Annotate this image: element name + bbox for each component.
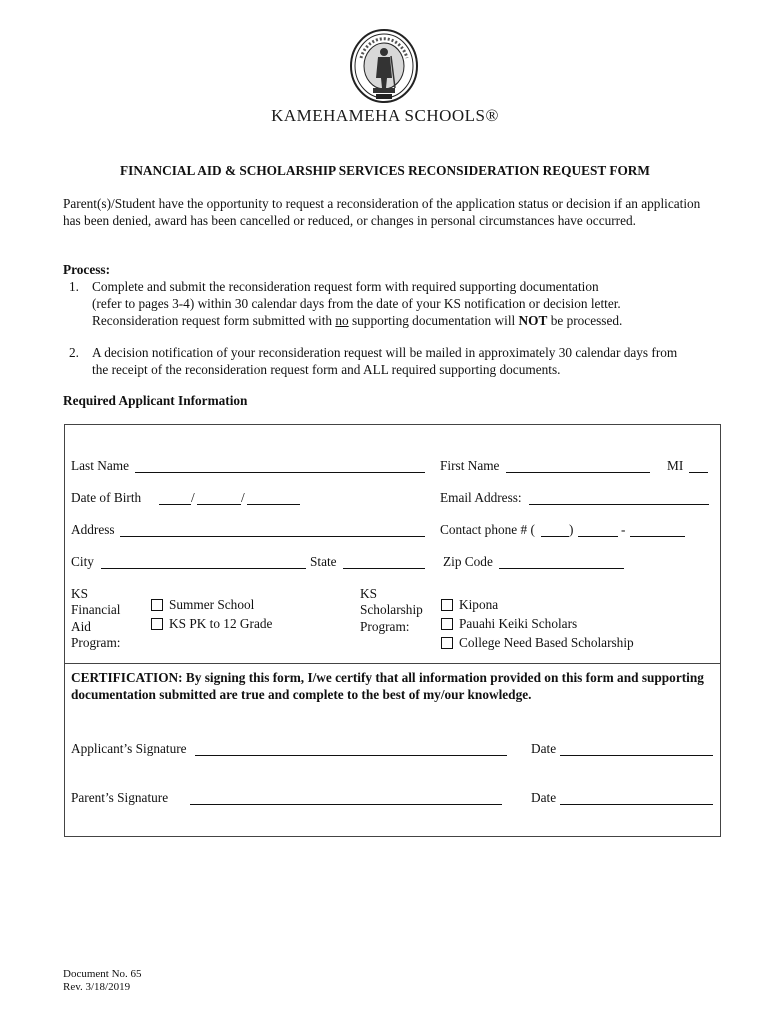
applicant-info-box: [64, 424, 721, 837]
zip-label: Zip Code: [443, 554, 493, 569]
college-need-based-checkbox[interactable]: [441, 637, 453, 649]
college-need-based-label: College Need Based Scholarship: [459, 635, 634, 650]
form-title: FINANCIAL AID & SCHOLARSHIP SERVICES RECONSIDERATION REQUEST FORM: [120, 163, 650, 178]
address-field[interactable]: [120, 536, 425, 537]
phone-dash: -: [621, 522, 626, 537]
step-1-line-3: [92, 312, 723, 329]
step-1-text-b: supporting documentation will: [348, 313, 519, 328]
applicant-signature-label: Applicant’s Signature: [71, 741, 187, 756]
document-footer: [63, 968, 142, 994]
applicant-signature-field[interactable]: [195, 755, 507, 756]
pk-12-checkbox[interactable]: [151, 618, 163, 630]
certification-text: CERTIFICATION: By signing this form, I/we certify that all information provided on this form and supporting documentation submitted are true and complete to the best of my/our knowledge.: [71, 670, 704, 702]
financial-aid-label: Financial: [71, 602, 121, 617]
last-name-field[interactable]: [135, 472, 425, 473]
step-number: 2.: [69, 345, 79, 360]
parent-signature-label: Parent’s Signature: [71, 790, 169, 805]
email-field[interactable]: [529, 504, 709, 505]
phone-paren: ): [569, 522, 574, 537]
financial-aid-label: Aid: [71, 619, 91, 634]
dob-separator: /: [191, 490, 195, 505]
section-divider: [65, 663, 720, 664]
summer-school-label: Summer School: [169, 597, 255, 612]
first-name-field[interactable]: [506, 472, 650, 473]
pauahi-keiki-checkbox[interactable]: [441, 618, 453, 630]
parent-date-label: Date: [531, 790, 557, 805]
scholarship-label: Program:: [360, 619, 410, 634]
summer-school-checkbox[interactable]: [151, 599, 163, 611]
parent-signature-field[interactable]: [190, 804, 502, 805]
scholarship-label: KS: [360, 586, 377, 601]
phone-label: Contact phone # (: [440, 522, 535, 537]
document-number: Document No. 65: [63, 968, 142, 980]
state-field[interactable]: [343, 568, 425, 569]
pauahi-keiki-label: Pauahi Keiki Scholars: [459, 616, 578, 631]
intro-paragraph: Parent(s)/Student have the opportunity to request a reconsideration of the application status or decision if an application has been denied, award has been cancelled or reduced, or changes in personal circumstances have occurred.: [63, 196, 701, 228]
process-heading: Process:: [63, 262, 111, 277]
kipona-checkbox[interactable]: [441, 599, 453, 611]
scholarship-label: Scholarship: [360, 602, 423, 617]
zip-field[interactable]: [499, 568, 624, 569]
city-field[interactable]: [101, 568, 306, 569]
address-label: Address: [71, 522, 115, 537]
last-name-label: Last Name: [71, 458, 129, 473]
dob-year-field[interactable]: [247, 504, 300, 505]
dob-day-field[interactable]: [197, 504, 241, 505]
step-1-text-a: Reconsideration request form submitted with: [92, 313, 336, 328]
pk-12-label: KS PK to 12 Grade: [169, 616, 273, 631]
process-step-1: [63, 278, 723, 329]
step-2-line-1: A decision notification of your reconsideration request will be mailed in approximately 30 calendar days from: [92, 345, 678, 360]
applicant-date-label: Date: [531, 741, 557, 756]
org-name: KAMEHAMEHA SCHOOLS®: [271, 106, 499, 125]
dob-month-field[interactable]: [159, 504, 191, 505]
step-1-line-1: Complete and submit the reconsideration request form with required supporting documentation: [92, 279, 599, 294]
city-label: City: [71, 554, 94, 569]
financial-aid-label: Program:: [71, 635, 121, 650]
state-label: State: [310, 554, 337, 569]
step-1-text-c: be processed.: [547, 313, 623, 328]
email-label: Email Address:: [440, 490, 522, 505]
dob-label: Date of Birth: [71, 490, 142, 505]
mi-label: MI: [667, 458, 684, 473]
mi-field[interactable]: [689, 472, 708, 473]
financial-aid-label: KS: [71, 586, 88, 601]
applicant-date-field[interactable]: [560, 755, 713, 756]
phone-number-field[interactable]: [630, 536, 685, 537]
phone-area-code-field[interactable]: [541, 536, 569, 537]
step-number: 1.: [69, 279, 79, 294]
step-2-line-2: the receipt of the reconsideration request form and ALL required supporting documents.: [92, 362, 561, 377]
revision-date: Rev. 3/18/2019: [63, 981, 131, 993]
first-name-label: First Name: [440, 458, 500, 473]
kipona-label: Kipona: [459, 597, 499, 612]
kamehameha-seal-logo: [349, 28, 419, 104]
dob-separator: /: [241, 490, 245, 505]
process-step-2: [63, 344, 723, 378]
phone-prefix-field[interactable]: [578, 536, 618, 537]
applicant-info-heading: Required Applicant Information: [63, 393, 248, 408]
step-1-emphasis-no: no: [335, 313, 349, 328]
step-1-emphasis-not: NOT: [518, 313, 548, 328]
parent-date-field[interactable]: [560, 804, 713, 805]
step-1-line-2: (refer to pages 3-4) within 30 calendar days from the date of your KS notification or decision letter.: [92, 296, 621, 311]
